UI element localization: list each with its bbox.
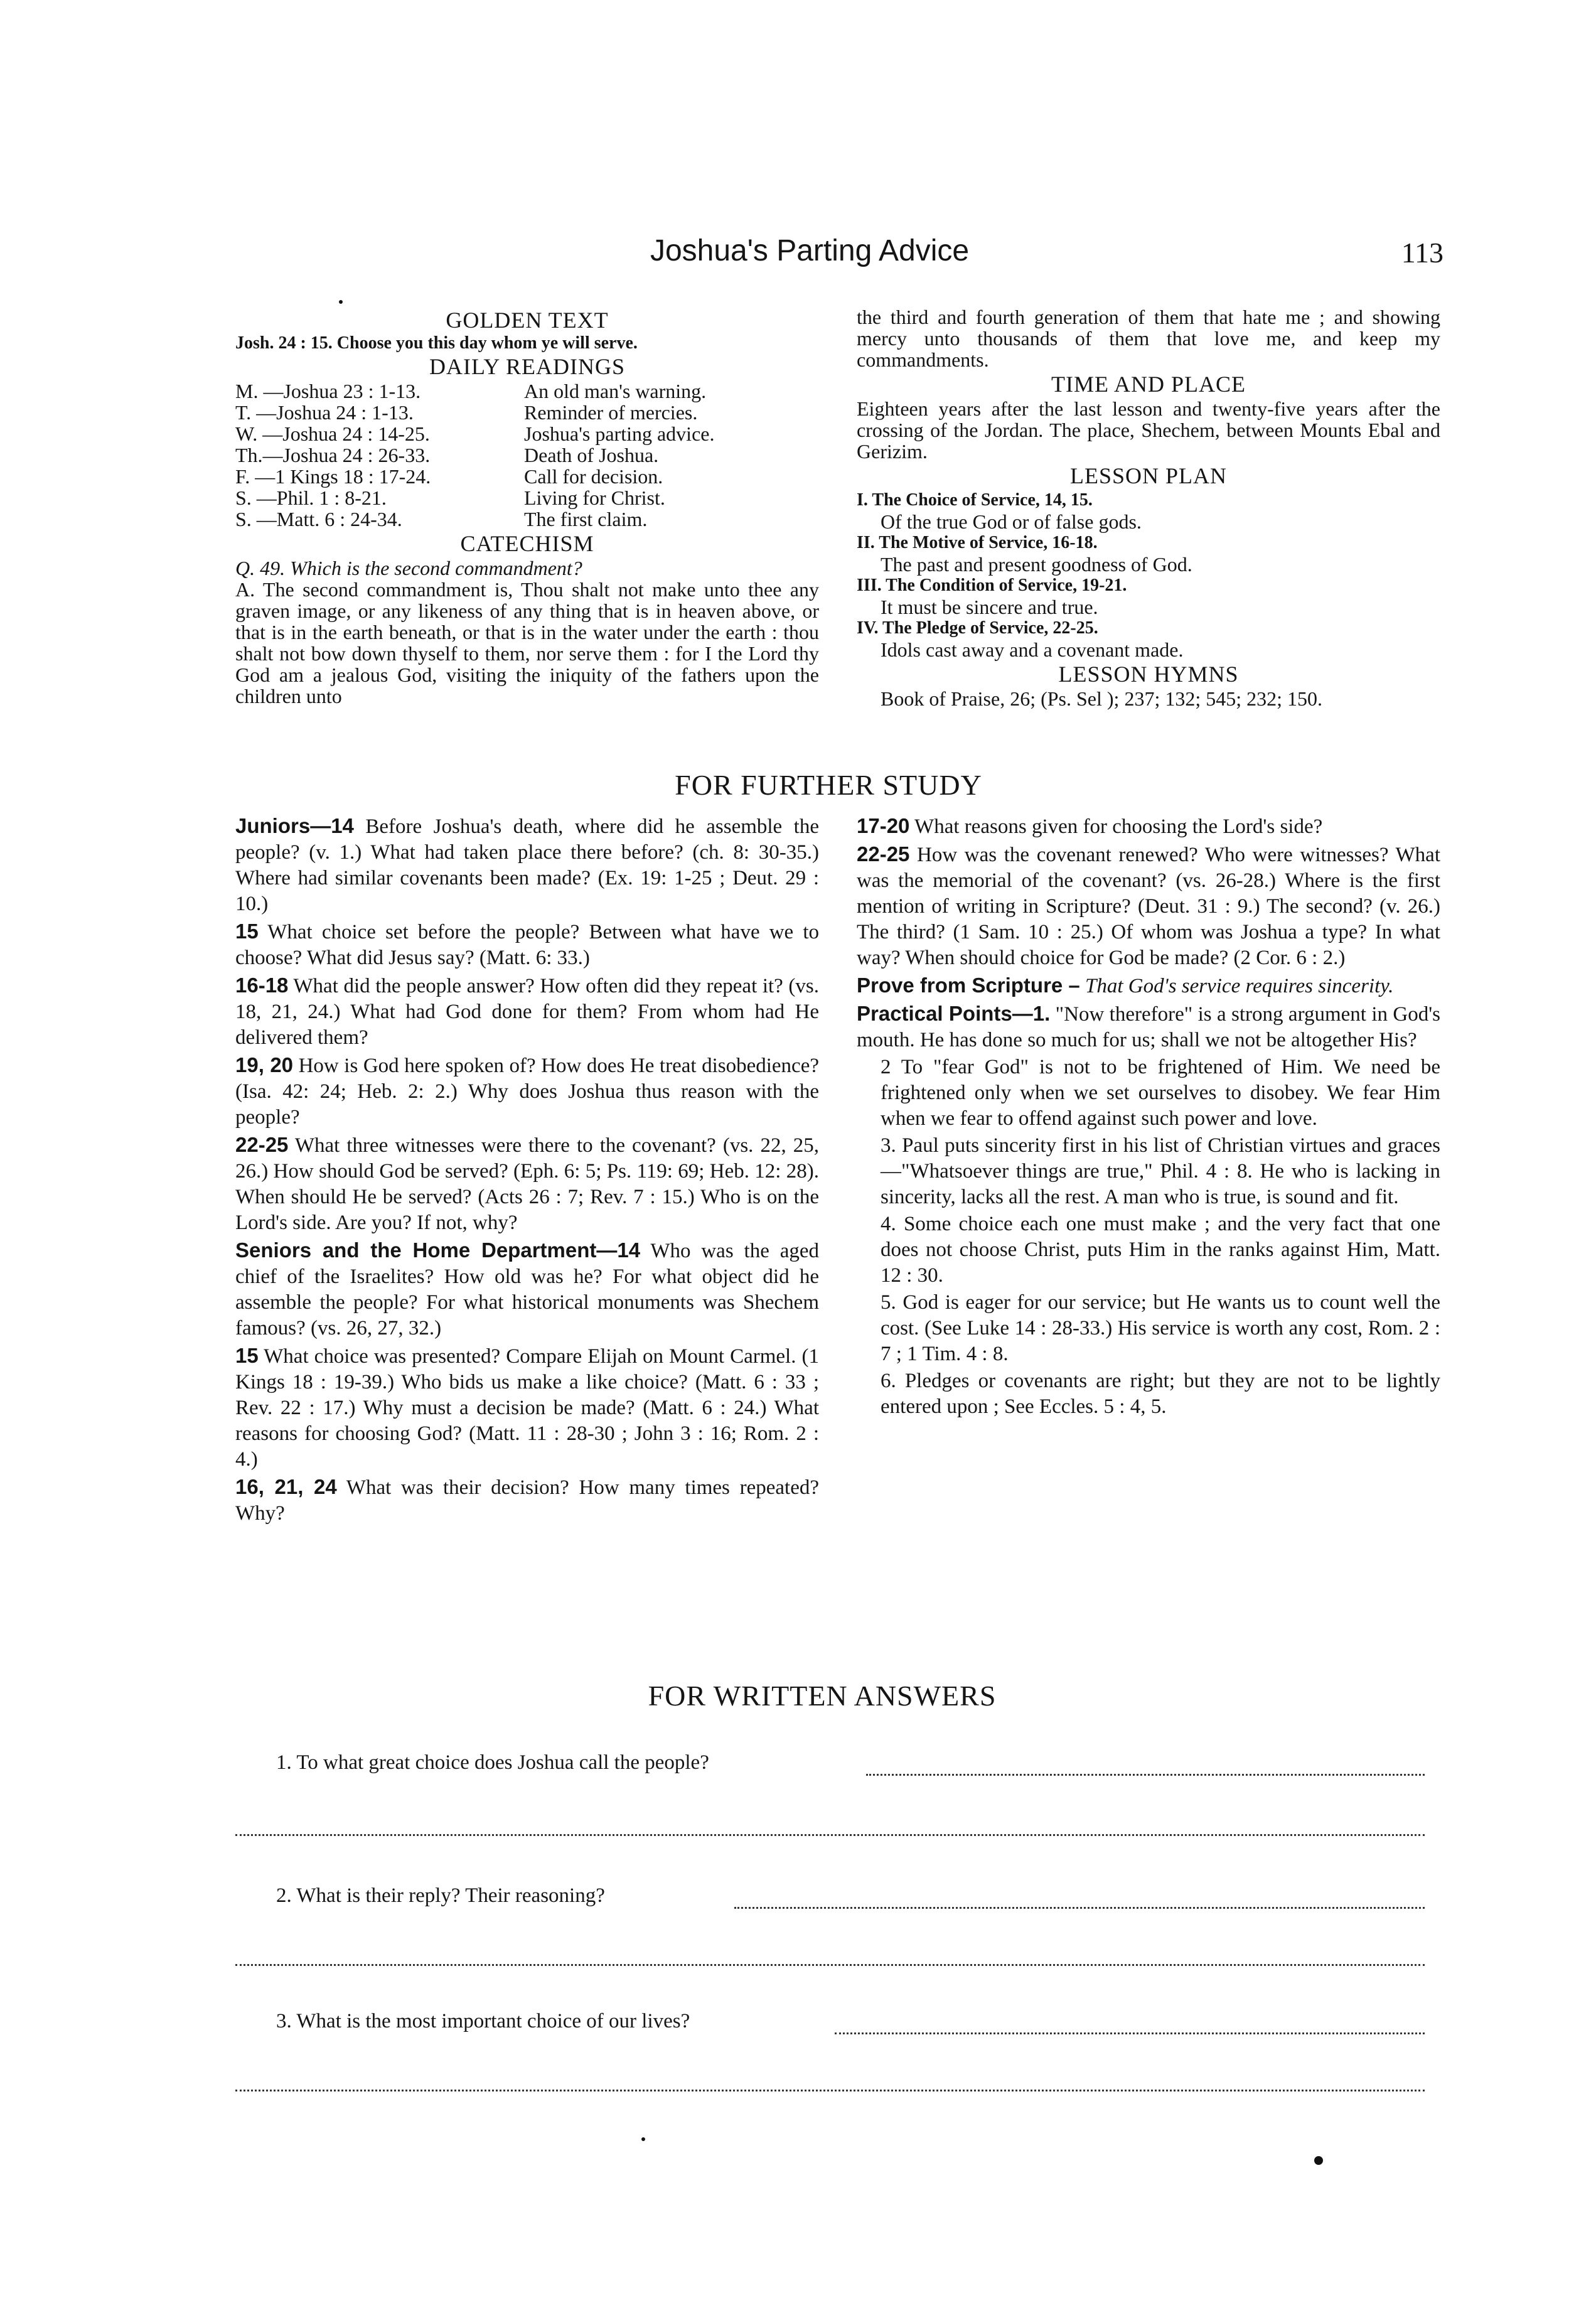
lesson-plan-label: I. The Choice of Service, 14, 15.: [857, 490, 1093, 510]
golden-text-verse: Josh. 24 : 15. Choose you this day whom ye will serve.: [235, 333, 638, 353]
study-paragraph: [235, 1132, 819, 1236]
catechism-answer-continued: the third and fourth generation of them that hate me ; and showing mercy unto thousands of them that love me, and keep my commandments.: [857, 306, 1440, 371]
study-lead: 22-25: [857, 842, 910, 866]
study-lead: 22-25: [235, 1133, 289, 1156]
study-lead: Juniors—14: [235, 814, 354, 837]
reading-title: Living for Christ.: [524, 486, 665, 509]
catechism-heading: CATECHISM: [460, 531, 594, 556]
reading-row: [235, 466, 819, 487]
ink-speck: [1314, 2156, 1323, 2165]
reading-row: [235, 508, 819, 530]
reading-title: An old man's warning.: [524, 380, 707, 402]
golden-text-heading: GOLDEN TEXT: [446, 308, 609, 333]
reading-title: Reminder of mercies.: [524, 401, 698, 424]
study-lead: 19, 20: [235, 1053, 294, 1076]
study-paragraph: [857, 841, 1440, 971]
right-top-column: [857, 306, 1440, 709]
study-paragraph: [857, 813, 1440, 840]
study-paragraph: [235, 1237, 819, 1341]
question-text: 2. What is their reply? Their reasoning?: [276, 1884, 609, 1907]
further-study-heading: FOR FURTHER STUDY: [675, 769, 982, 801]
study-text: How is God here spoken of? How does He treat disobedience? (Isa. 42: 24; Heb. 2: 2.) Why does Joshua thus reason with the people?: [235, 1055, 819, 1129]
lesson-plan-list: [857, 490, 1440, 660]
study-text: 5. God is eager for our service; but He wants us to count well the cost. (See Luke 14 : 28-33.) His service is worth any cost, Rom. 2 : 7 ; 1 Tim. 4 : 8.: [881, 1291, 1440, 1365]
study-paragraph: [235, 1343, 819, 1473]
reading-title: Call for decision.: [524, 465, 663, 488]
lesson-hymns-heading: LESSON HYMNS: [1058, 662, 1239, 687]
study-text: 3. Paul puts sincerity first in his list of Christian virtues and graces—"Whatsoever things are true," Phil. 4 : 8. He who is lacking in sincerity, lacks all the rest. A man who is true, is sound and fit.: [881, 1134, 1440, 1208]
further-study-left-column: [235, 813, 819, 1528]
study-lead: 16, 21, 24: [235, 1475, 337, 1498]
reading-ref: F. —1 Kings 18 : 17-24.: [235, 465, 431, 488]
study-text: Before Joshua's death, where did he assemble the people? (v. 1.) What had taken place there before? (ch. 8: 30-35.) Where had similar covenants been made? (Ex. 19: 1-25 ; Deut. 29 : 10.): [235, 815, 819, 915]
reading-row: [235, 444, 819, 466]
catechism-question: Q. 49. Which is the second commandment?: [235, 557, 582, 579]
page-title: Joshua's Parting Advice: [650, 234, 970, 267]
reading-ref: S. —Phil. 1 : 8-21.: [235, 486, 387, 509]
time-and-place-heading: TIME AND PLACE: [1051, 372, 1246, 397]
ink-speck: [339, 300, 343, 304]
reading-ref: M. —Joshua 23 : 1-13.: [235, 380, 421, 402]
lesson-plan-item: [857, 532, 1440, 575]
further-study-right-column: [857, 813, 1440, 1421]
reading-row: [235, 487, 819, 508]
study-text: What choice set before the people? Between what have we to choose? What did Jesus say? (Matt. 6: 33.): [235, 921, 819, 969]
lesson-plan-item: [857, 575, 1440, 618]
study-lead: Prove from Scripture –: [857, 974, 1080, 997]
lesson-hymns-text: Book of Praise, 26; (Ps. Sel ); 237; 132; 545; 232; 150.: [881, 687, 1322, 710]
study-text: "Now therefore" is a strong argument in God's mouth. He has done so much for us; shall we not be altogether His?: [857, 1003, 1441, 1051]
answer-line[interactable]: [734, 1904, 1425, 1909]
reading-ref: S. —Matt. 6 : 24-34.: [235, 508, 402, 530]
written-answers-heading: FOR WRITTEN ANSWERS: [648, 1680, 997, 1712]
study-lead: Practical Points—1.: [857, 1002, 1051, 1025]
study-text: Who was the aged chief of the Israelites? How old was he? For what object did he assemble the people? For what historical monuments was Shechem famous? (vs. 26, 27, 32.): [235, 1240, 819, 1339]
lesson-plan-detail: Of the true God or of false gods.: [881, 510, 1142, 533]
study-text: What was their decision? How many times repeated? Why?: [235, 1476, 819, 1525]
study-paragraph: [235, 813, 819, 917]
answer-line[interactable]: [235, 2087, 1425, 2091]
study-lead: 15: [235, 920, 259, 943]
practical-point: [857, 1368, 1440, 1420]
lesson-plan-item: [857, 618, 1440, 660]
study-text: What reasons given for choosing the Lord's side?: [909, 815, 1323, 838]
lesson-plan-detail: It must be sincere and true.: [881, 596, 1098, 618]
reading-ref: Th.—Joshua 24 : 26-33.: [235, 444, 431, 466]
ink-speck: [641, 2137, 645, 2141]
lesson-plan-label: III. The Condition of Service, 19-21.: [857, 576, 1127, 595]
study-paragraph: [235, 972, 819, 1051]
question-text: 3. What is the most important choice of our lives?: [276, 2010, 694, 2032]
study-text: That God's service requires sincerity.: [1079, 975, 1394, 997]
reading-row: [235, 380, 819, 402]
lesson-plan-item: [857, 490, 1440, 532]
question-text: 1. To what great choice does Joshua call the people?: [276, 1751, 713, 1774]
time-and-place-text: Eighteen years after the last lesson and twenty-five years after the crossing of the Jordan. The place, Shechem, between Mounts Ebal and Gerizim.: [857, 397, 1440, 463]
reading-ref: W. —Joshua 24 : 14-25.: [235, 422, 430, 445]
lesson-plan-label: IV. The Pledge of Service, 22-25.: [857, 618, 1098, 638]
reading-title: Joshua's parting advice.: [524, 422, 715, 445]
left-top-column: [235, 306, 819, 707]
study-text: 4. Some choice each one must make ; and the very fact that one does not choose Christ, puts Him in the ranks against Him, Matt. 12 : 30.: [881, 1213, 1440, 1287]
study-lead: 16-18: [235, 974, 289, 997]
lesson-plan-detail: The past and present goodness of God.: [881, 553, 1192, 576]
study-paragraph: [235, 918, 819, 971]
answer-line[interactable]: [835, 2030, 1425, 2034]
study-paragraph: [235, 1474, 819, 1527]
study-text: 2 To "fear God" is not to be frightened of Him. We need be frightened only when we set ourselves to disobey. We fear Him when we fear to offend against such power and love.: [881, 1056, 1440, 1130]
daily-readings-list: [235, 380, 819, 530]
study-text: What did the people answer? How often did they repeat it? (vs. 18, 21, 24.) What had God done for them? From whom had He delivered them?: [235, 975, 819, 1049]
practical-point: [857, 1290, 1440, 1367]
study-text: How was the covenant renewed? Who were witnesses? What was the memorial of the covenant? (vs. 26-28.) Where is the first mention of writing in Scripture? (Deut. 31 : 9.) The second? (v. 26.) The third? (1 Sam. 10 : 25.) Of whom was Joshua a type? In what way? When should choice for God be made? (2 Cor. 6 : 2.): [857, 844, 1440, 969]
prove-from-scripture: [857, 972, 1440, 999]
answer-line[interactable]: [235, 1962, 1425, 1966]
study-lead: 17-20: [857, 814, 910, 837]
study-lead: Seniors and the Home Department—14: [235, 1238, 641, 1262]
answer-line[interactable]: [235, 1832, 1425, 1836]
study-lead: 15: [235, 1344, 259, 1367]
reading-title: Death of Joshua.: [524, 444, 659, 466]
lesson-plan-heading: LESSON PLAN: [1069, 463, 1228, 488]
practical-point: [857, 1211, 1440, 1289]
page-number: 113: [1401, 237, 1443, 269]
reading-ref: T. —Joshua 24 : 1-13.: [235, 401, 414, 424]
study-text: What three witnesses were there to the covenant? (vs. 22, 25, 26.) How should God be served? (Eph. 6: 5; Ps. 119: 69; Heb. 12: 28). When should He be served? (Acts 26 : 7; Rev. 7 : 15.) Who is on the Lord's side. Are you? If not, why?: [235, 1134, 819, 1234]
practical-point: [857, 1001, 1440, 1053]
lesson-plan-detail: Idols cast away and a covenant made.: [881, 638, 1184, 661]
study-paragraph: [235, 1052, 819, 1130]
practical-point: [857, 1055, 1440, 1132]
practical-point: [857, 1133, 1440, 1210]
study-text: 6. Pledges or covenants are right; but they are not to be lightly entered upon ; See Eccles. 5 : 4, 5.: [881, 1370, 1440, 1418]
daily-readings-heading: DAILY READINGS: [429, 354, 626, 379]
reading-row: [235, 423, 819, 444]
reading-title: The first claim.: [524, 508, 648, 530]
answer-line[interactable]: [866, 1771, 1425, 1776]
study-text: What choice was presented? Compare Elijah on Mount Carmel. (1 Kings 18 : 19-39.) Who bids us make a like choice? (Matt. 6 : 33 ; Rev. 22 : 17.) Why must a decision be made? (Matt. 6 : 24.) What reasons for choosing God? (Matt. 11 : 28-30 ; John 3 : 16; Rom. 2 : 4.): [235, 1345, 819, 1471]
reading-row: [235, 402, 819, 423]
lesson-plan-label: II. The Motive of Service, 16-18.: [857, 533, 1098, 552]
catechism-answer: A. The second commandment is, Thou shalt not make unto thee any graven image, or any likeness of any thing that is in heaven above, or that is in the earth beneath, or that is in the water under the earth : thou shalt not bow down thyself to them, nor serve them : for I the Lord thy God am a jealous God, visiting the iniquity of the fathers upon the children unto: [235, 578, 819, 707]
